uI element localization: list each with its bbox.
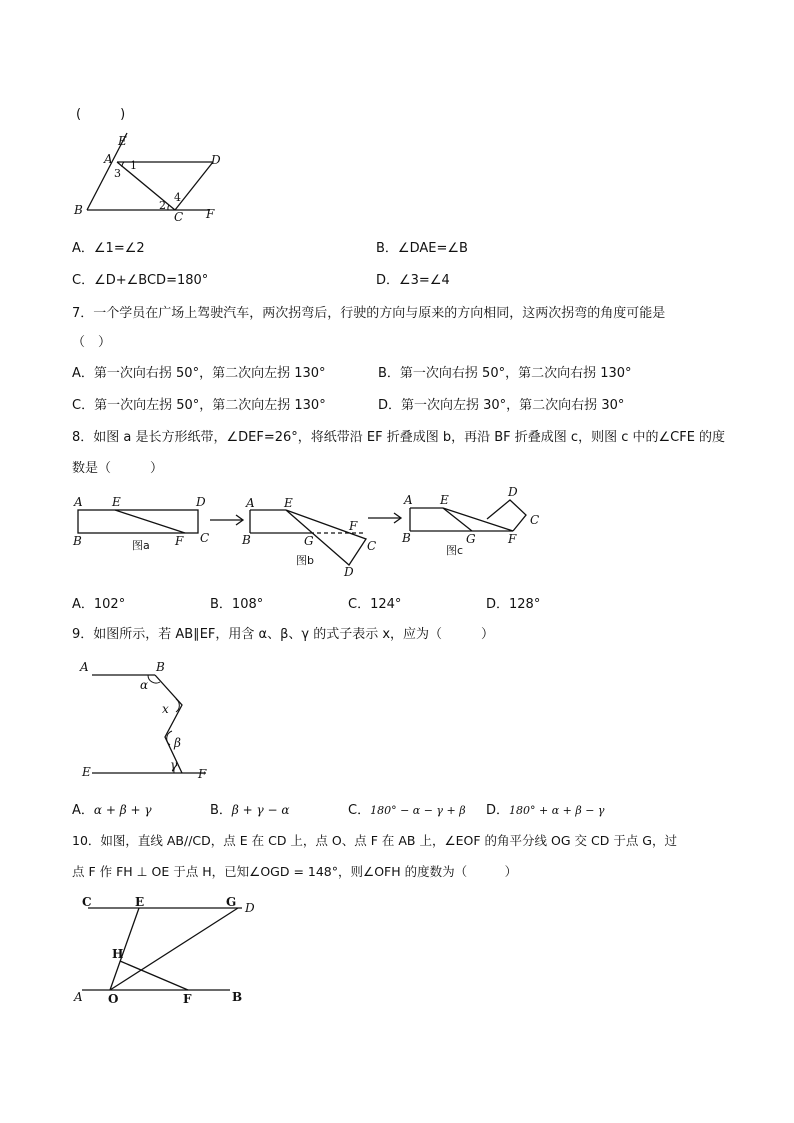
q8-stem-line2: 数是（ ） <box>72 461 164 476</box>
q8-option-c: C．124° <box>348 597 402 612</box>
q9-label-E: E <box>82 765 91 779</box>
q6-label-C: C <box>174 210 184 224</box>
q8-option-d: D．128° <box>486 597 541 612</box>
q10-label-H: H <box>112 947 124 961</box>
q9-label-gamma: γ <box>170 758 178 772</box>
q7-option-c: C．第一次向左拐 50°，第二次向左拐 130° <box>72 398 326 413</box>
q7-answer-paren: （ ） <box>72 335 112 350</box>
q8c-label-C: C <box>530 513 540 527</box>
q8c-label-B: B <box>402 531 411 545</box>
q8a-label-D: D <box>196 495 206 509</box>
q7-option-b: B．第一次向右拐 50°，第二次向右拐 130° <box>378 366 632 381</box>
q10-parallel-lines-figure <box>70 890 260 1010</box>
q8a-label-E: E <box>112 495 121 509</box>
q10-label-O: O <box>108 992 119 1006</box>
q8c-label-E: E <box>440 493 449 507</box>
q10-label-D: D <box>245 901 255 915</box>
q10-label-C: C <box>82 895 92 909</box>
q8c-label-F: F <box>508 532 517 546</box>
q9-option-c: C．180° − α − γ + β <box>348 803 466 818</box>
q6-option-a: A．∠1=∠2 <box>72 241 145 256</box>
q6-label-3: 3 <box>114 167 121 180</box>
q8-figure-a <box>68 490 218 560</box>
q6-option-d: D．∠3=∠4 <box>376 273 450 288</box>
q10-label-F: F <box>183 992 192 1006</box>
q6-option-b: B．∠DAE=∠B <box>376 241 468 256</box>
q6-parallelogram-figure <box>60 128 240 228</box>
q7-option-a: A．第一次向右拐 50°，第二次向左拐 130° <box>72 366 326 381</box>
q8c-label-D: D <box>508 485 518 499</box>
q8-option-b: B．108° <box>210 597 264 612</box>
q8a-label-C: C <box>200 531 210 545</box>
q6-label-A: A <box>104 152 113 166</box>
q8-figure-b <box>238 490 378 580</box>
q8a-label-A: A <box>74 495 83 509</box>
q9-option-a: A．α + β + γ <box>72 803 152 818</box>
q9-label-A: A <box>80 660 89 674</box>
q6-label-F: F <box>206 207 215 221</box>
q9-option-d: D．180° + α + β − γ <box>486 803 605 818</box>
q8b-label-G: G <box>304 534 314 548</box>
q8-option-a: A．102° <box>72 597 126 612</box>
q8b-label-A: A <box>246 496 255 510</box>
q9-label-alpha: α <box>140 678 149 692</box>
q8b-label-B: B <box>242 533 251 547</box>
q8b-label-D: D <box>344 565 354 579</box>
q8c-label-G: G <box>466 532 476 546</box>
q7-stem: 7．一个学员在广场上驾驶汽车，两次拐弯后，行驶的方向与原来的方向相同，这两次拐弯的角度可能是 <box>72 306 666 321</box>
q9-stem: 9．如图所示，若 AB∥EF，用含 α、β、γ 的式子表示 x，应为（ ） <box>72 627 495 642</box>
q8c-label-A: A <box>404 493 413 507</box>
q8c-caption: 图c <box>446 544 464 557</box>
q8-figure-c <box>400 482 550 562</box>
q10-label-A: A <box>74 990 83 1004</box>
q10-label-G: G <box>226 895 237 909</box>
q8b-label-F: F <box>349 519 358 533</box>
q6-label-E: E <box>118 134 127 148</box>
q8a-label-B: B <box>73 534 82 548</box>
q6-answer-paren: ( ) <box>76 107 126 122</box>
q8-stem-line1: 8．如图 a 是长方形纸带，∠DEF=26°，将纸带沿 EF 折叠成图 b，再沿 BF 折叠成图 c，则图 c 中的∠CFE 的度 <box>72 430 726 445</box>
q6-label-B: B <box>74 203 83 217</box>
q9-label-B: B <box>156 660 165 674</box>
q8b-label-E: E <box>284 496 293 510</box>
q8b-label-C: C <box>367 539 377 553</box>
q9-label-x: x <box>162 702 169 716</box>
q10-label-E: E <box>135 895 145 909</box>
q9-label-F: F <box>198 767 207 781</box>
q6-label-D: D <box>211 153 221 167</box>
q8a-caption: 图a <box>132 539 150 552</box>
q10-stem-line1: 10．如图，直线 AB//CD，点 E 在 CD 上，点 O、点 F 在 AB 上，∠EOF 的角平分线 OG 交 CD 于点 G，过 <box>72 833 677 848</box>
q6-option-c: C．∠D+∠BCD=180° <box>72 273 209 288</box>
q10-stem-line2: 点 F 作 FH ⊥ OE 于点 H，已知∠OGD = 148°，则∠OFH 的度数为（ ） <box>72 864 518 879</box>
q6-label-2: 2 <box>159 199 166 212</box>
q9-zigzag-figure <box>70 655 230 785</box>
q6-label-4: 4 <box>174 191 181 204</box>
q6-label-1: 1 <box>130 159 137 172</box>
q7-option-d: D．第一次向左拐 30°，第二次向右拐 30° <box>378 398 625 413</box>
q10-label-B: B <box>232 990 243 1004</box>
q9-label-beta: β <box>174 736 181 750</box>
q9-option-b: B．β + γ − α <box>210 803 290 818</box>
q8a-label-F: F <box>175 534 184 548</box>
q8b-caption: 图b <box>296 554 314 567</box>
